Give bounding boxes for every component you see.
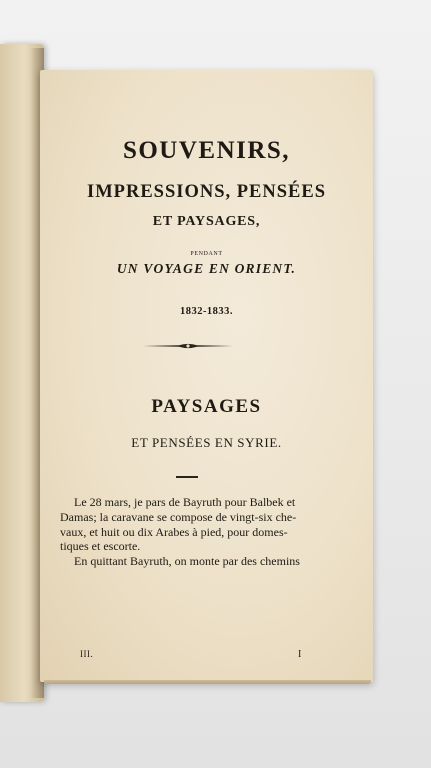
section-rule xyxy=(176,476,198,478)
title-main: SOUVENIRS, xyxy=(122,137,291,164)
section-subtitle: ET PENSÉES EN SYRIE. xyxy=(131,435,282,450)
title-et-paysages: ET PAYSAGES, xyxy=(152,214,261,229)
title-subtitle: IMPRESSIONS, PENSÉES xyxy=(87,182,326,202)
title-years: 1832-1833. xyxy=(179,306,234,317)
body-line: Le 28 mars, je pars de Bayruth pour Balbek et xyxy=(74,495,296,509)
title-pendant: PENDANT xyxy=(190,251,223,257)
page-content xyxy=(40,70,373,682)
volume-number: III. xyxy=(80,649,94,659)
body-line: En quittant Bayruth, on monte par des chemins xyxy=(74,554,300,569)
body-paragraph xyxy=(60,495,357,569)
title-voyage: UN VOYAGE EN ORIENT. xyxy=(116,261,297,276)
section-title: PAYSAGES xyxy=(151,396,262,417)
body-line: vaux, et huit ou dix Arabes à pied, pour domes- xyxy=(60,524,288,539)
ornament-divider-icon xyxy=(143,342,233,350)
signature-mark: I xyxy=(298,649,302,660)
body-line: tiques et escorte. xyxy=(60,539,141,554)
body-line: Damas; la caravane se compose de vingt-six che- xyxy=(60,509,297,524)
